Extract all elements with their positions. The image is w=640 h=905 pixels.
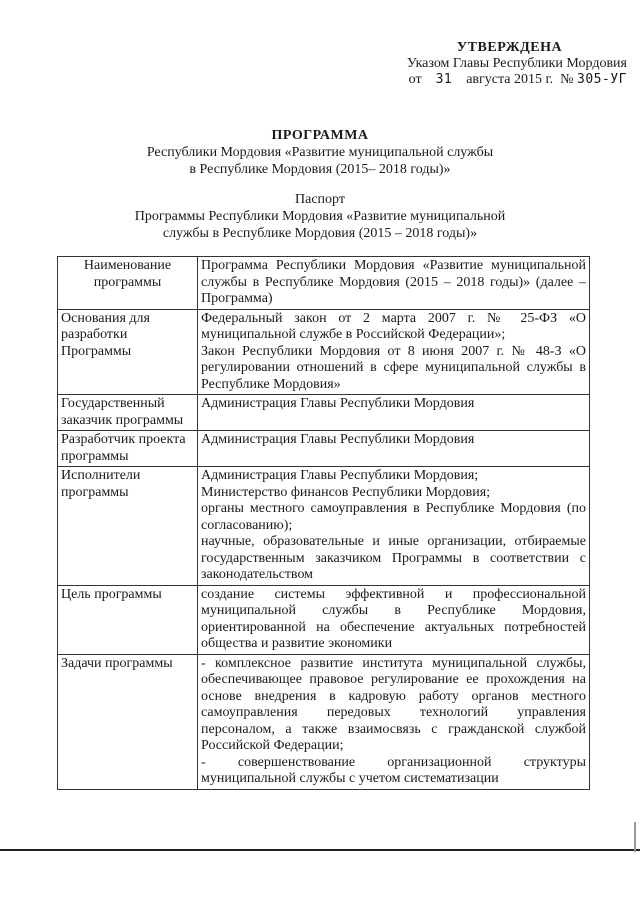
passport-title: Паспорт — [295, 192, 345, 207]
row-value — [198, 585, 590, 654]
passport-table — [57, 256, 590, 790]
row-key: Разработчик проекта программы — [58, 431, 198, 467]
date-prefix: от — [408, 72, 422, 87]
row-value — [198, 309, 590, 395]
row-value-text: Программа Республики Мордовия «Развитие муниципальной службы в Республике Мордовия (2015 – 2018 годы)» (далее – Программа) — [201, 258, 586, 306]
row-value — [198, 395, 590, 431]
row-value-text: создание системы эффективной и профессиональной муниципальной службы в Республике Мордовия, ориентированной на обеспечение актуальных потребностей общества и развитие экономики — [201, 586, 586, 651]
row-key: Задачи программы — [58, 654, 198, 789]
program-heading — [100, 127, 540, 178]
row-value-text: Федеральный закон от 2 марта 2007 г. № 25-ФЗ «О муниципальной службе в Российской Федерации»; — [201, 310, 586, 342]
row-value-text: - совершенствование организационной структуры муниципальной службы с учетом систематизации — [201, 754, 586, 786]
row-key: Исполнители программы — [58, 467, 198, 586]
table-row — [58, 395, 590, 431]
row-value — [198, 257, 590, 310]
page-bottom-divider — [0, 849, 640, 851]
row-key: Государственный заказчик программы — [58, 395, 198, 431]
passport-line-1: Программы Республики Мордовия «Развитие муниципальной — [134, 209, 506, 224]
row-value-text: Министерство финансов Республики Мордовия; — [201, 484, 491, 500]
program-title: ПРОГРАММА — [271, 128, 369, 143]
approval-day: 31 — [435, 72, 453, 87]
table-row — [58, 309, 590, 395]
row-key: Основания для разработки Программы — [58, 309, 198, 395]
row-value-text: Закон Республики Мордовия от 8 июня 2007 г. № 48-З «О регулировании отношений в сфере муниципальной службы в Республике Мордовия» — [201, 343, 586, 392]
approval-block — [352, 40, 627, 88]
row-value-text: Администрация Главы Республики Мордовия — [201, 432, 475, 447]
approval-decree: Указом Главы Республики Мордовия — [406, 56, 627, 71]
row-value — [198, 467, 590, 586]
row-value — [198, 654, 590, 789]
row-value-text: - комплексное развитие института муниципальной службы, обеспечивающее правовое регулирование ее прохождения на основе внедрения в кадровую работу органов местного самоуправления передовых технологий управления персоналом, а также взаимосвязь с гражданской службой Российской Федерации; — [201, 655, 586, 753]
row-value-text: Администрация Главы Республики Мордовия — [201, 396, 475, 411]
row-value-text: научные, образовательные и иные организации, отбираемые государственным заказчиком Программы в соответствии с законодательством — [201, 534, 586, 582]
approval-number: 305-УГ — [577, 72, 627, 87]
table-row — [58, 467, 590, 586]
row-value-text: органы местного самоуправления в Республике Мордовия (по согласованию); — [201, 501, 586, 533]
table-row — [58, 585, 590, 654]
number-prefix: № — [560, 72, 574, 87]
table-row — [58, 431, 590, 467]
approval-title: УТВЕРЖДЕНА — [456, 40, 563, 55]
row-value — [198, 431, 590, 467]
table-row — [58, 654, 590, 789]
row-key: Наименование программы — [58, 257, 198, 310]
passport-line-2: службы в Республике Мордовия (2015 – 2018 годы)» — [162, 226, 478, 241]
passport-heading — [100, 191, 540, 242]
scan-edge-mark — [634, 822, 636, 852]
approval-month-year: августа 2015 г. — [466, 72, 554, 87]
program-subtitle-1: Республики Мордовия «Развитие муниципальной службы — [146, 145, 494, 160]
approval-date-line — [352, 72, 627, 88]
row-key: Цель программы — [58, 585, 198, 654]
row-value-text: Администрация Главы Республики Мордовия; — [201, 468, 479, 483]
program-subtitle-2: в Республике Мордовия (2015– 2018 годы)» — [189, 162, 451, 177]
table-row — [58, 257, 590, 310]
